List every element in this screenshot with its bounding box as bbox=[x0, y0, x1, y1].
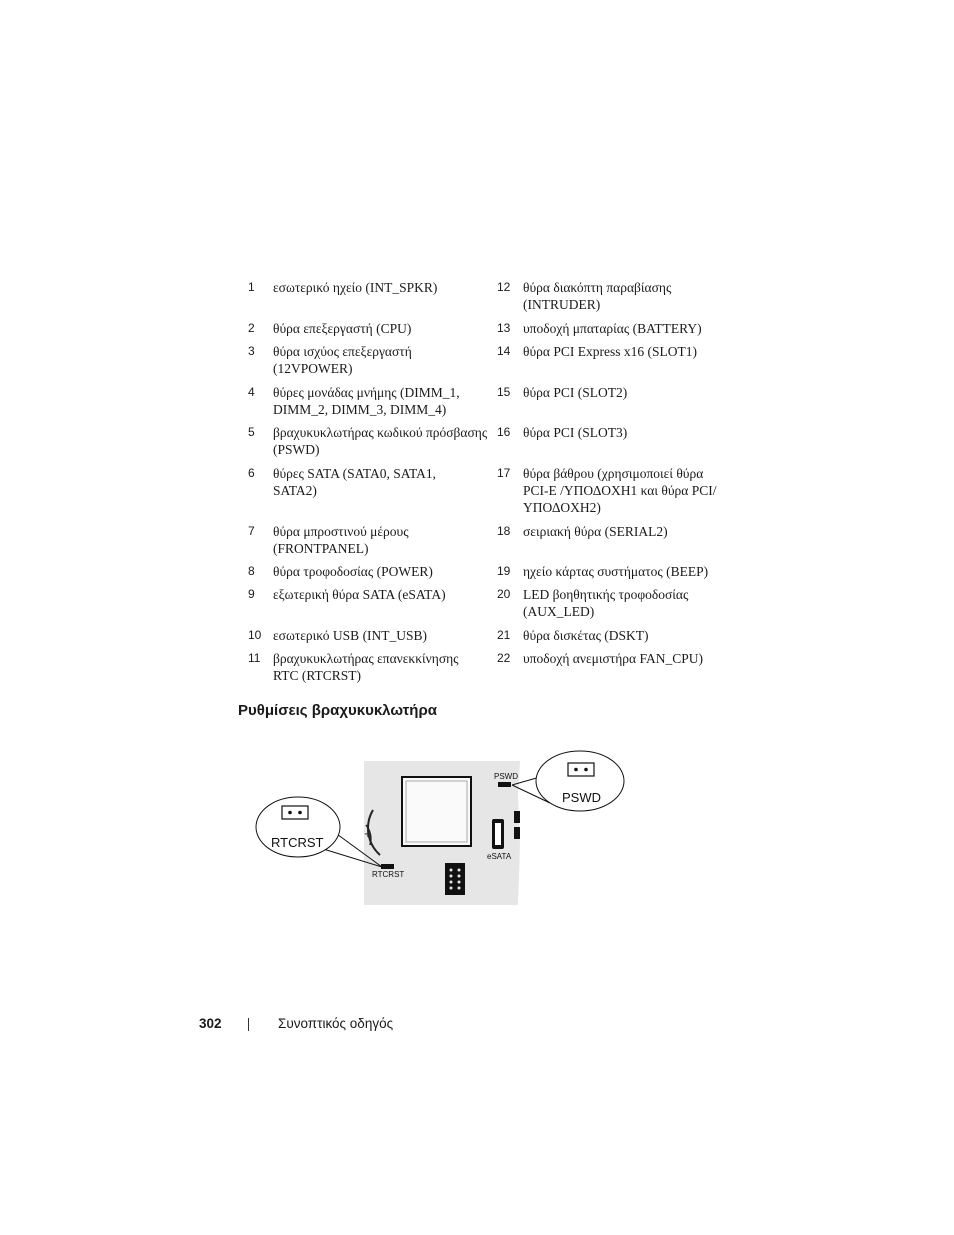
legend-text: θύρα επεξεργαστή (CPU) bbox=[273, 321, 412, 336]
section-heading: Ρυθμίσεις βραχυκυκλωτήρα bbox=[238, 702, 437, 719]
rtcrst-callout-label: RTCRST bbox=[271, 835, 324, 850]
legend-number: 9 bbox=[248, 587, 255, 601]
legend-number: 20 bbox=[497, 587, 511, 601]
legend-number: 10 bbox=[248, 628, 262, 642]
legend-text: βραχυκυκλωτήρας επανεκκίνησης RTC (RTCRST) bbox=[273, 651, 459, 683]
legend-text: θύρα διακόπτη παραβίασης (INTRUDER) bbox=[523, 280, 672, 312]
pswd-board-label: PSWD bbox=[494, 772, 518, 781]
legend-number: 17 bbox=[497, 466, 511, 480]
legend-text: LED βοηθητικής τροφοδοσίας (AUX_LED) bbox=[523, 587, 689, 619]
legend-text: θύρα PCI (SLOT2) bbox=[523, 385, 628, 400]
legend-text: θύρα PCI Express x16 (SLOT1) bbox=[523, 344, 697, 359]
pswd-pin-icon bbox=[574, 768, 578, 772]
legend-number: 7 bbox=[248, 524, 255, 538]
pswd-callout-label: PSWD bbox=[562, 790, 601, 805]
legend-text: θύρες μονάδας μνήμης (DIMM_1, DIMM_2, DIMM_3, DIMM_4) bbox=[273, 385, 460, 417]
pswd-callout-jumper bbox=[568, 763, 594, 776]
side-connector-lower bbox=[514, 827, 520, 839]
pin-header bbox=[445, 863, 465, 895]
legend-text: υποδοχή ανεμιστήρα FAN_CPU) bbox=[523, 651, 703, 666]
legend-number: 6 bbox=[248, 466, 255, 480]
legend-text: θύρες SATA (SATA0, SATA1, SATA2) bbox=[273, 466, 437, 498]
legend-number: 21 bbox=[497, 628, 511, 642]
legend-text: θύρα μπροστινού μέρους (FRONTPANEL) bbox=[273, 524, 409, 556]
legend-text: θύρα ισχύος επεξεργαστή (12VPOWER) bbox=[273, 344, 412, 376]
esata-connector-slot bbox=[495, 823, 501, 845]
battery-polarity-icon: + bbox=[364, 826, 372, 841]
legend-text: εξωτερική θύρα SATA (eSATA) bbox=[273, 587, 446, 602]
footer-title: Συνοπτικός οδηγός bbox=[278, 1016, 394, 1031]
legend-number: 22 bbox=[497, 651, 511, 665]
rtcrst-jumper-board bbox=[381, 864, 394, 869]
legend-number: 18 bbox=[497, 524, 511, 538]
legend-text: θύρα PCI (SLOT3) bbox=[523, 425, 628, 440]
rtcrst-pin-icon bbox=[288, 811, 292, 815]
legend-number: 13 bbox=[497, 321, 511, 335]
pswd-pin-icon bbox=[584, 768, 588, 772]
legend-number: 11 bbox=[248, 651, 261, 665]
footer-divider bbox=[248, 1018, 249, 1031]
legend-number: 4 bbox=[248, 385, 255, 399]
rtcrst-callout-jumper bbox=[282, 806, 308, 819]
legend-text: εσωτερικό ηχείο (INT_SPKR) bbox=[273, 280, 438, 295]
rtcrst-pin-icon bbox=[298, 811, 302, 815]
cpu-socket bbox=[402, 777, 471, 846]
side-connector-upper bbox=[514, 811, 520, 823]
legend-number: 14 bbox=[497, 344, 511, 358]
legend-number: 12 bbox=[497, 280, 511, 294]
legend-text: σειριακή θύρα (SERIAL2) bbox=[523, 524, 668, 539]
legend-number: 2 bbox=[248, 321, 255, 335]
pswd-jumper-board bbox=[498, 782, 511, 787]
legend-number: 19 bbox=[497, 564, 511, 578]
legend-text: θύρα δισκέτας (DSKT) bbox=[523, 628, 649, 643]
legend-text: υποδοχή μπαταρίας (BATTERY) bbox=[523, 321, 702, 336]
legend-text: βραχυκυκλωτήρας κωδικού πρόσβασης (PSWD) bbox=[273, 425, 488, 457]
legend-number: 15 bbox=[497, 385, 511, 399]
legend-number: 5 bbox=[248, 425, 255, 439]
esata-label: eSATA bbox=[487, 852, 512, 861]
legend-text: εσωτερικό USB (INT_USB) bbox=[273, 628, 428, 643]
legend-text: θύρα βάθρου (χρησιμοποιεί θύρα PCI-E /ΥΠΟΔΟΧΗ1 και θύρα PCI/ΥΠΟΔΟΧΗ2) bbox=[523, 466, 717, 515]
legend-number: 16 bbox=[497, 425, 511, 439]
rtcrst-board-label: RTCRST bbox=[372, 870, 405, 879]
legend-number: 1 bbox=[248, 280, 255, 294]
legend-text: θύρα τροφοδοσίας (POWER) bbox=[273, 564, 433, 579]
legend-number: 8 bbox=[248, 564, 255, 578]
jumper-diagram bbox=[250, 745, 640, 910]
page-number: 302 bbox=[199, 1016, 222, 1031]
legend-text: ηχείο κάρτας συστήματος (BEEP) bbox=[523, 564, 709, 579]
legend-number: 3 bbox=[248, 344, 255, 358]
